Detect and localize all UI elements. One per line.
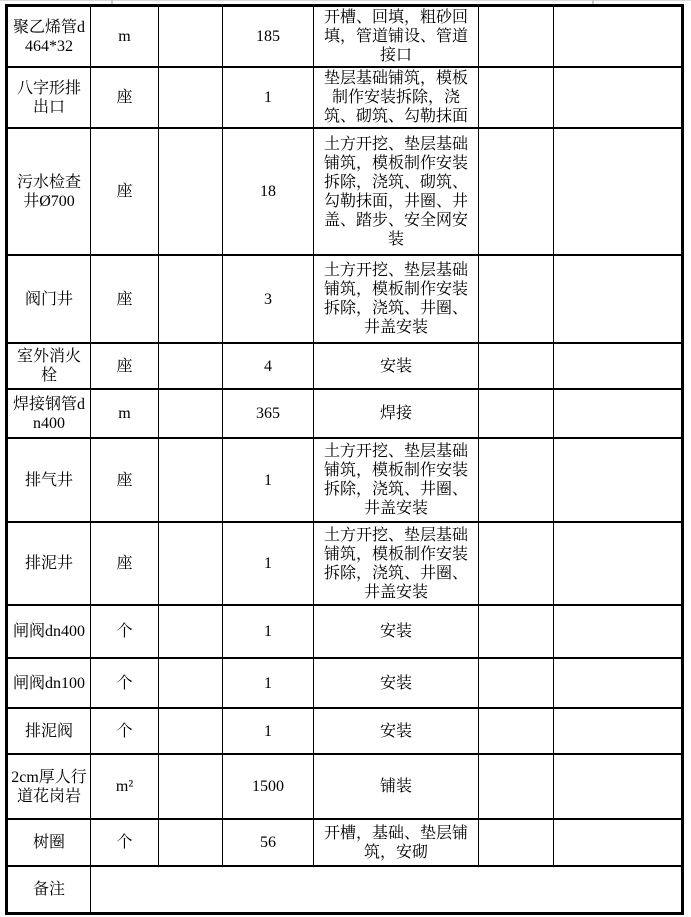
quantity-cell: 18 [223,128,314,255]
item-name-cell: 树圈 [7,819,91,866]
empty-cell [554,438,683,522]
table-row [7,389,683,438]
unit-cell: 座 [91,67,159,128]
unit-cell: 座 [91,255,159,343]
work-content-cell: 铺装 [314,754,479,819]
empty-cell [554,708,683,754]
quantity-cell: 365 [223,389,314,438]
item-name-cell: 污水检查井Ø700 [7,128,91,255]
empty-cell [159,6,223,68]
work-content-cell: 安装 [314,605,479,658]
work-content-cell: 土方开挖、垫层基础铺筑，模板制作安装拆除，浇筑、井圈、井盖安装 [314,438,479,522]
item-name-cell: 排气井 [7,438,91,522]
empty-cell [554,128,683,255]
empty-cell [479,389,554,438]
quantity-cell: 56 [223,819,314,866]
empty-cell [479,658,554,708]
empty-cell [554,819,683,866]
empty-cell [159,522,223,605]
empty-cell [159,438,223,522]
empty-cell [159,605,223,658]
empty-cell [159,128,223,255]
work-content-cell: 垫层基础铺筑，模板制作安装拆除，浇筑、砌筑、勾勒抹面 [314,67,479,128]
table-row [7,128,683,255]
remarks-label-cell: 备注 [7,866,91,913]
table-row [7,658,683,708]
empty-cell [159,389,223,438]
empty-cell [479,67,554,128]
quantity-cell: 3 [223,255,314,343]
empty-cell [159,343,223,389]
work-content-cell: 土方开挖、垫层基础铺筑，模板制作安装拆除，浇筑、井圈、井盖安装 [314,255,479,343]
work-content-cell: 安装 [314,343,479,389]
work-content-cell: 土方开挖、垫层基础铺筑，模板制作安装拆除，浇筑、井圈、井盖安装 [314,522,479,605]
unit-cell: m [91,6,159,68]
work-content-cell: 安装 [314,708,479,754]
table-row [7,522,683,605]
unit-cell: 个 [91,708,159,754]
item-name-cell: 焊接钢管dn400 [7,389,91,438]
item-name-cell: 阀门井 [7,255,91,343]
table-row [7,708,683,754]
empty-cell [554,605,683,658]
quantity-cell: 1 [223,522,314,605]
empty-cell [554,658,683,708]
item-name-cell: 排泥阀 [7,708,91,754]
unit-cell: 个 [91,819,159,866]
quantity-cell: 1 [223,438,314,522]
table-row [7,438,683,522]
item-name-cell: 排泥井 [7,522,91,605]
empty-cell [479,438,554,522]
unit-cell: 座 [91,522,159,605]
empty-cell [159,819,223,866]
quantity-cell: 1 [223,67,314,128]
quantity-cell: 1500 [223,754,314,819]
table-row [7,754,683,819]
unit-cell: 座 [91,438,159,522]
work-content-cell: 土方开挖、垫层基础铺筑，模板制作安装拆除，浇筑、砌筑、勾勒抹面，井圈、井盖、踏步、安全网安装 [314,128,479,255]
unit-cell: 个 [91,658,159,708]
empty-cell [554,255,683,343]
empty-cell [554,389,683,438]
quantities-table [5,4,684,915]
work-content-cell: 焊接 [314,389,479,438]
empty-cell [554,754,683,819]
empty-cell [479,708,554,754]
unit-cell: 个 [91,605,159,658]
table-row [7,343,683,389]
empty-cell [479,6,554,68]
quantity-cell: 1 [223,658,314,708]
unit-cell: m² [91,754,159,819]
work-content-cell: 开槽，基础、垫层铺筑，安砌 [314,819,479,866]
empty-cell [479,255,554,343]
table-footer-row [7,866,683,913]
table-gridline-remnant [0,0,691,1]
empty-cell [159,67,223,128]
work-content-cell: 安装 [314,658,479,708]
unit-cell: 座 [91,128,159,255]
empty-cell [479,754,554,819]
empty-cell [159,255,223,343]
empty-cell [479,128,554,255]
quantity-cell: 1 [223,605,314,658]
unit-cell: 座 [91,343,159,389]
table-row [7,67,683,128]
work-content-cell: 开槽、回填，粗砂回填，管道铺设、管道接口 [314,6,479,68]
item-name-cell: 室外消火栓 [7,343,91,389]
empty-cell [159,658,223,708]
quantity-cell: 1 [223,708,314,754]
remarks-value-cell [91,866,683,913]
unit-cell: m [91,389,159,438]
empty-cell [159,708,223,754]
table-row [7,6,683,68]
empty-cell [479,819,554,866]
empty-cell [554,343,683,389]
quantity-cell: 185 [223,6,314,68]
table-row [7,819,683,866]
item-name-cell: 八字形排出口 [7,67,91,128]
empty-cell [479,605,554,658]
table-row [7,255,683,343]
item-name-cell: 聚乙烯管d464*32 [7,6,91,68]
empty-cell [554,67,683,128]
item-name-cell: 2cm厚人行道花岗岩 [7,754,91,819]
item-name-cell: 闸阀dn100 [7,658,91,708]
empty-cell [159,754,223,819]
empty-cell [479,522,554,605]
empty-cell [479,343,554,389]
quantity-cell: 4 [223,343,314,389]
empty-cell [554,522,683,605]
item-name-cell: 闸阀dn400 [7,605,91,658]
table-row [7,605,683,658]
empty-cell [554,6,683,68]
